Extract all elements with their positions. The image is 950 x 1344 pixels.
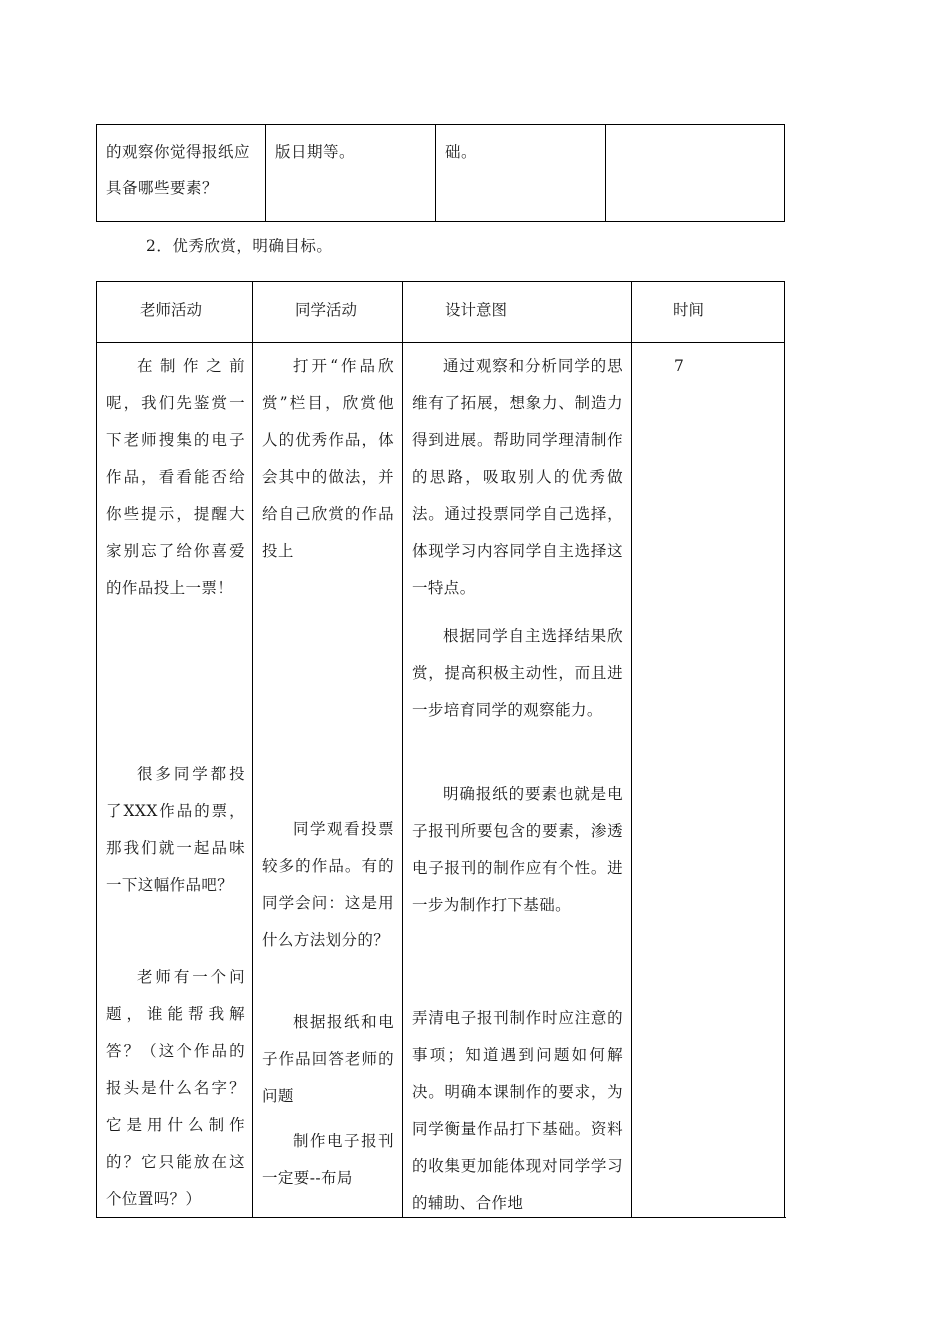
continuation-cell-1 [97,125,266,221]
cell-text: 础。 [445,143,478,161]
cell-text [606,125,785,134]
header-divider [97,342,784,343]
design-intent-4 [412,1000,623,1222]
activity-table [96,281,785,1218]
paragraph: 老师有一个问题，谁能帮我解答？（这个作品的报头是什么名字？它是用什么制作的？它只能放在这个位置吗？） [106,968,245,1208]
column-divider [402,282,403,1218]
continuation-cell-3 [436,125,606,221]
paragraph: 根据同学自主选择结果欣赏，提高积极主动性，而且进一步培育同学的观察能力。 [412,627,623,719]
paragraph: 通过观察和分析同学的思维有了拓展，想象力、制造力得到进展。帮助同学理清制作的思路，吸取别人的优秀做法。通过投票同学自己选择，体现学习内容同学自主选择这一特点。 [412,357,623,597]
paragraph: 打开“作品欣赏”栏目，欣赏他人的优秀作品，体会其中的做法，并给自己欣赏的作品投上 [262,357,394,560]
header-teacher: 老师活动 [140,301,203,319]
header-student: 同学活动 [295,301,358,319]
paragraph: 制作电子报刊一定要--布局 [262,1132,394,1187]
paragraph: 在制作之前呢，我们先鉴赏一下老师搜集的电子作品，看看能否给你些提示，提醒大家别忘了给你喜爱的作品投上一票！ [106,357,245,597]
header-time: 时间 [673,301,705,319]
design-intent-2 [412,618,623,729]
paragraph: 弄清电子报刊制作时应注意的事项；知道遇到问题如何解决。明确本课制作的要求，为同学衡量作品打下基础。资料的收集更加能体现对同学学习的辅助、合作地 [412,1009,623,1212]
student-activity-3 [262,1004,394,1115]
column-divider [631,282,632,1218]
paragraph: 明确报纸的要素也就是电子报刊所要包含的要素，渗透电子报刊的制作应有个性。进一步为制作打下基础。 [412,785,623,914]
header-intent: 设计意图 [445,301,508,319]
design-intent-1 [412,348,623,607]
paragraph: 同学观看投票较多的作品。有的同学会问：这是用什么方法划分的？ [262,820,394,949]
column-divider [252,282,253,1218]
paragraph: 很多同学都投了XXX作品的票，那我们就一起品味一下这幅作品吧？ [106,765,245,894]
section-heading: 2．优秀欣赏，明确目标。 [146,237,333,255]
student-activity-1 [262,348,394,570]
paragraph: 7 [674,357,685,375]
cell-text: 的观察你觉得报纸应具备哪些要素？ [106,143,251,197]
student-activity-4 [262,1123,394,1197]
time-value [674,348,714,385]
cell-text: 版日期等。 [275,143,356,161]
continuation-table [96,124,785,222]
teacher-activity-3 [106,959,245,1218]
continuation-cell-2 [266,125,436,221]
continuation-cell-4 [606,125,785,221]
student-activity-2 [262,811,394,959]
paragraph: 根据报纸和电子作品回答老师的问题 [262,1013,394,1105]
design-intent-3 [412,776,623,924]
teacher-activity-2 [106,756,245,904]
teacher-activity-1 [106,348,245,607]
